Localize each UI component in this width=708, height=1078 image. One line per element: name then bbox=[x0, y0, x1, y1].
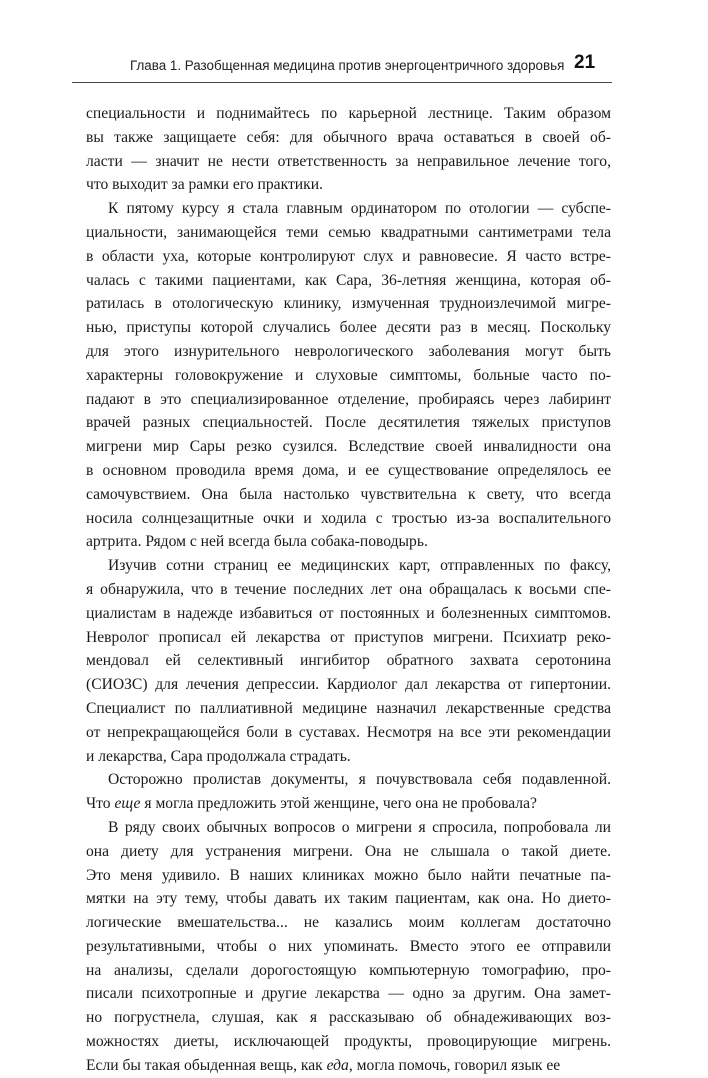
body-text bbox=[86, 102, 611, 1078]
text-line: циалистам в надежде избавиться от постоянных и болезненных симптомов. bbox=[86, 604, 611, 622]
running-header bbox=[0, 48, 708, 84]
paragraph bbox=[86, 102, 611, 197]
text-line: результативными, чтобы о них упоминать. Вместо этого ее отправили bbox=[86, 937, 611, 955]
text-line: для этого изнурительного неврологического заболевания могут быть bbox=[86, 342, 611, 360]
header-divider bbox=[72, 82, 612, 83]
text-line: мигрени мир Сары резко сузился. Вследствие своей инвалидности она bbox=[86, 438, 611, 456]
text-line: мендовал ей селективный ингибитор обратного захвата серотонина bbox=[86, 652, 611, 670]
page-number: 21 bbox=[574, 52, 596, 73]
text-line: но погрустнела, слушая, как я рассказываю об обнадеживающих воз- bbox=[86, 1009, 611, 1027]
text-line: специальности и поднимайтесь по карьерной лестнице. Таким образом bbox=[86, 105, 611, 122]
chapter-title: Глава 1. Разобщенная медицина против энергоцентричного здоровья bbox=[130, 58, 565, 73]
text-line: Специалист по паллиативной медицине назначил лекарственные средства bbox=[86, 699, 611, 717]
paragraph bbox=[86, 554, 611, 768]
text-line: от непрекращающейся боли в суставах. Несмотря на все эти рекомендации bbox=[86, 723, 611, 741]
text-line: артрита. Рядом с ней всегда была собака-поводырь. bbox=[86, 533, 428, 551]
text-line: логические вмешательства... не казались моим коллегам достаточно bbox=[86, 914, 611, 932]
text-line: (СИОЗС) для лечения депрессии. Кардиолог дал лекарства от гипертонии. bbox=[86, 676, 611, 694]
text-line: она диету для устранения мигрени. Она не слышала о такой диете. bbox=[86, 842, 611, 860]
text-line: ратилась в отологическую клинику, измученная трудноизлечимой мигре- bbox=[86, 295, 611, 313]
paragraph bbox=[86, 197, 611, 554]
text-line: В ряду своих обычных вопросов о мигрени я спросила, попробовала ли bbox=[108, 818, 611, 836]
text-line: мятки на эту тему, чтобы давать их таким пациентам, как она. Но дието- bbox=[86, 890, 611, 908]
text-line: Изучив сотни страниц ее медицинских карт, отправленных по факсу, bbox=[108, 557, 611, 575]
text-line: носила солнцезащитные очки и ходила с тростью из-за воспалительного bbox=[86, 509, 611, 527]
text-line: Это меня удивило. В наших клиниках можно было найти печатные па- bbox=[86, 866, 611, 884]
text-line: писали психотропные и другие лекарства — одно за другим. Она замет- bbox=[86, 985, 611, 1003]
paragraph bbox=[86, 768, 611, 816]
text-line: чалась с такими пациентами, как Сара, 36-летняя женщина, которая об- bbox=[86, 271, 611, 289]
text-line: самочувствием. Она была настолько чувствительна к свету, что всегда bbox=[86, 485, 611, 503]
text-line: что выходит за рамки его практики. bbox=[86, 176, 323, 194]
text-line: характерны головокружение и слуховые симптомы, больные часто по- bbox=[86, 366, 611, 384]
text-line: ласти — значит не нести ответственность за неправильное лечение того, bbox=[86, 152, 611, 170]
text-line: врачей разных специальностей. После десятилетия тяжелых приступов bbox=[86, 414, 611, 432]
text-line: Невролог прописал ей лекарства от приступов мигрени. Психиатр реко- bbox=[86, 628, 611, 646]
text-line: циальности, занимающейся теми семью квадратными сантиметрами тела bbox=[86, 223, 611, 241]
text-line: Если бы такая обыденная вещь, как еда, могла помочь, говорил язык ее bbox=[86, 1056, 561, 1074]
text-line: падают в это специализированное отделение, пробираясь через лабиринт bbox=[86, 390, 611, 408]
text-line: в области уха, которые контролируют слух и равновесие. Я часто встре- bbox=[86, 247, 611, 265]
text-line: нью, приступы которой случались более десяти раз в месяц. Поскольку bbox=[86, 319, 611, 337]
paragraph bbox=[86, 816, 611, 1078]
text-line: можностях диеты, исключающей продукты, провоцирующие мигрень. bbox=[86, 1033, 611, 1051]
text-line: в основном проводила время дома, и ее существование определялось ее bbox=[86, 461, 611, 479]
text-line: вы также защищаете себя: для обычного врача оставаться в своей об- bbox=[86, 128, 611, 146]
text-line: на анализы, сделали дорогостоящую компьютерную томографию, про- bbox=[86, 961, 611, 979]
text-line: я обнаружила, что в течение последних лет она обращалась к восьми спе- bbox=[86, 580, 611, 598]
text-line: Осторожно пролистав документы, я почувствовала себя подавленной. bbox=[108, 771, 611, 789]
text-line: Что еще я могла предложить этой женщине, чего она не пробовала? bbox=[86, 795, 537, 813]
text-line: К пятому курсу я стала главным ординатором по отологии — субспе- bbox=[108, 200, 611, 218]
text-line: и лекарства, Сара продолжала страдать. bbox=[86, 747, 351, 765]
